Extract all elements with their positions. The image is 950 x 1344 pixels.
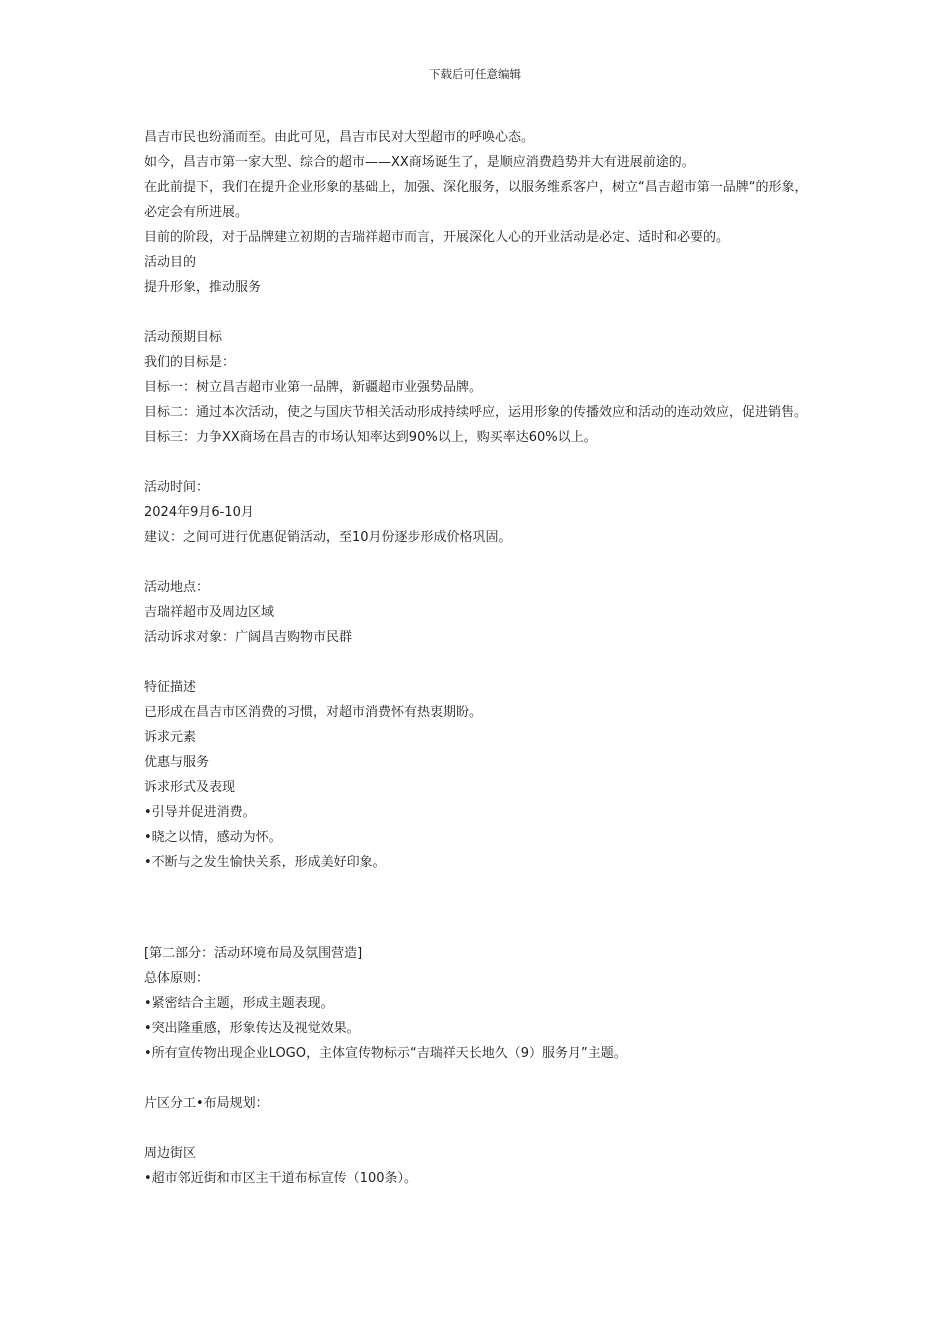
- paragraph: 优惠与服务: [144, 755, 210, 770]
- spacer: [144, 300, 812, 325]
- bullet-item: •紧密结合主题，形成主题表现。: [144, 996, 334, 1011]
- section-heading: 片区分工•布局规划：: [144, 1096, 269, 1111]
- spacer: [144, 1116, 812, 1141]
- spacer: [144, 875, 812, 941]
- paragraph: 目标二：通过本次活动，使之与国庆节相关活动形成持续呼应，运用形象的传播效应和活动的连动效应，促进销售。: [144, 405, 808, 420]
- paragraph: 提升形象，推动服务: [144, 280, 262, 295]
- section-heading: 活动时间：: [144, 480, 210, 495]
- section-heading: 活动目的: [144, 255, 197, 270]
- paragraph: 目前的阶段，对于品牌建立初期的吉瑞祥超市而言，开展深化人心的开业活动是必定、适时和必要的。: [144, 230, 730, 245]
- paragraph: 如今，昌吉市第一家大型、综合的超市——XX商场诞生了，是顺应消费趋势并大有进展前途的。: [144, 155, 695, 170]
- paragraph: 昌吉市民也纷涌而至。由此可见，昌吉市民对大型超市的呼唤心态。: [144, 130, 535, 145]
- paragraph: 我们的目标是：: [144, 355, 236, 370]
- paragraph: 2024年9月6-10月: [144, 505, 254, 520]
- section-heading: 诉求元素: [144, 730, 197, 745]
- section-heading: 总体原则：: [144, 971, 210, 986]
- section-heading: 周边街区: [144, 1146, 197, 1161]
- bullet-item: •突出隆重感，形象传达及视觉效果。: [144, 1021, 360, 1036]
- spacer: [144, 1066, 812, 1091]
- part-heading: [第二部分：活动环境布局及氛围营造]: [144, 946, 363, 961]
- section-heading: 特征描述: [144, 680, 197, 695]
- page-header-note: 下载后可任意编辑: [429, 67, 521, 81]
- paragraph: 在此前提下，我们在提升企业形象的基础上，加强、深化服务，以服务维系客户，树立“昌吉超市第一品牌“的形象，必定会有所进展。: [144, 180, 808, 220]
- bullet-item: •晓之以情，感动为怀。: [144, 830, 282, 845]
- spacer: [144, 650, 812, 675]
- bullet-item: •超市邻近街和市区主干道布标宣传（100条）。: [144, 1171, 417, 1186]
- document-body: [144, 125, 812, 1191]
- paragraph: 目标一：树立昌吉超市业第一品牌，新疆超市业强势品牌。: [144, 380, 483, 395]
- bullet-item: •所有宣传物出现企业LOGO，主体宣传物标示“吉瑞祥天长地久（9）服务月”主题。: [144, 1046, 627, 1061]
- spacer: [144, 450, 812, 475]
- section-heading: 诉求形式及表现: [144, 780, 236, 795]
- bullet-item: •不断与之发生愉快关系，形成美好印象。: [144, 855, 386, 870]
- spacer: [144, 550, 812, 575]
- paragraph: 建议：之间可进行优惠促销活动，至10月份逐步形成价格巩固。: [144, 530, 512, 545]
- paragraph: 目标三：力争XX商场在昌吉的市场认知率达到90%以上，购买率达60%以上。: [144, 430, 597, 445]
- section-heading: 活动地点：: [144, 580, 210, 595]
- bullet-item: •引导并促进消费。: [144, 805, 256, 820]
- paragraph: 吉瑞祥超市及周边区域: [144, 605, 275, 620]
- section-heading: 活动预期目标: [144, 330, 223, 345]
- paragraph: 活动诉求对象：广阔昌吉购物市民群: [144, 630, 353, 645]
- paragraph: 已形成在昌吉市区消费的习惯，对超市消费怀有热衷期盼。: [144, 705, 483, 720]
